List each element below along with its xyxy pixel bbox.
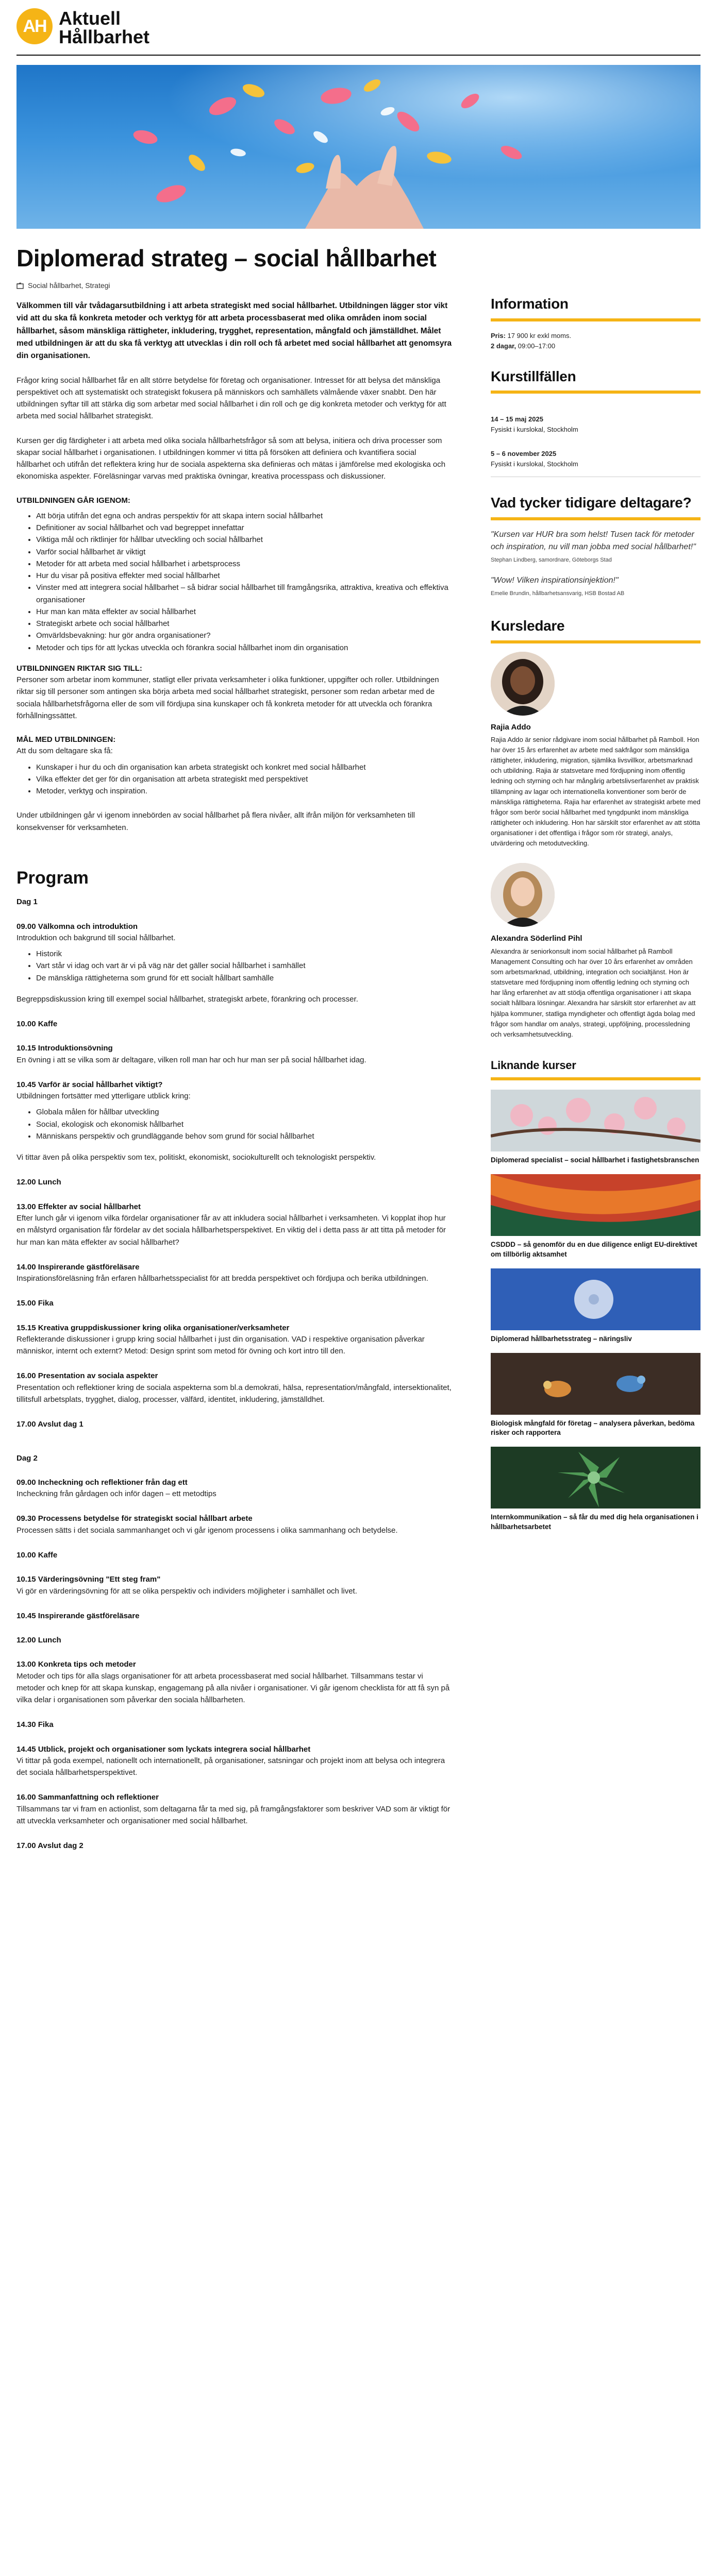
program-item-title: 16.00 Sammanfattning och reflektioner [16,1793,159,1802]
target-text: Personer som arbetar inom kommuner, statligt eller privata verksamheter i olika funktioner, uppgifter och roller. Utbildningen riktar sig till personer som antingen ska börja arbeta med social hållbarhet strategiskt, personer som redan arbetar med de sociala hållbarhetsfrågorna eller de som vill fördjupa sina kunskaper och få konkreta metoder för att utveckla och förankra förhållningssättet. [16,675,439,720]
program-item [16,1719,452,1730]
birds-image-icon [491,1353,701,1415]
list-item: • Historik [36,948,452,960]
program-item-text: En övning i att se vilka som är deltagare, vilken roll man har och hur man ser på social hållbarhet idag. [16,1055,366,1064]
program-item [16,1513,452,1536]
day1-program [16,921,452,1430]
similar-3-title[interactable]: Diplomerad hållbarhetsstrateg – näringsliv [491,1334,632,1343]
occasion-1-place: Fysiskt i kurslokal, Stockholm [491,426,578,434]
program-item [16,1550,452,1561]
list-item: • Vilka effekter det ger för din organisation att arbeta strategiskt med perspektivet [36,773,452,785]
list-item: • Metoder och tips för att lyckas utveckla och förankra social hållbarhet inom din organisation [36,642,452,654]
program-item-text: Reflekterande diskussioner i grupp kring social hållbarhet i just din organisation. VAD i respektive organisation påverkar människor, internt och externt? Metod: Design sprint som metod för övning och kort intro till den. [16,1334,425,1356]
program-item-after: Vi tittar även på olika perspektiv som tex, politiskt, ekonomiskt, sociokulturellt och teknologiskt perspektiv. [16,1153,376,1162]
similar-course-5[interactable] [491,1447,701,1531]
intro-lead: Välkommen till vår tvådagarsutbildning i att arbeta strategiskt med social hållbarhet. Utbildningen lägger stor vikt vid att du ska få konkreta metoder och verktyg för att arbeta processbaserat med olika områden inom social hållbarhet, såsom mänskliga rättigheter, inkludering, trygghet, representation, mångfald och jämställdhet. Målet med utbildningen är att du ska få verktyg att utvecklas i din roll och få arbetet med social hållbarhet att genomsyra din organisationen. [16,301,452,360]
sidebar [491,294,701,1531]
program-item-text: Utbildningen fortsätter med ytterligare utblick kring: [16,1092,191,1101]
similar-1-image[interactable] [491,1090,701,1151]
program-item-title: 09.30 Processens betydelse för strategiskt social hållbart arbete [16,1514,253,1523]
program-item-text: Presentation och reflektioner kring de sociala aspekterna som bl.a demokrati, hälsa, representation/mångfald, intersektionalitet, tillitsfull arbetsplats, trygghet, dialog, processer, välfärd, identitet, inkludering, jämställdhet. [16,1383,452,1404]
leader-2-name: Alexandra Söderlind Pihl [491,934,582,943]
leader-card-2 [491,863,701,1040]
similar-5-title[interactable]: Internkommunikation – så får du med dig hela organisationen i hållbarhetsarbetet [491,1513,698,1531]
fabric-image-icon [491,1174,701,1236]
intro-closing: Under utbildningen går vi igenom innebörden av social hållbarhet på flera nivåer, allt ifrån miljön för verksamheten till konsekvenser för verksamheten. [16,811,415,832]
main-column [16,300,452,1851]
quote-2 [491,574,701,598]
goals-list [16,761,452,798]
program-item-text: Vi gör en värderingsövning för att se olika perspektiv och individers möjligheter i samhället och livet. [16,1586,357,1596]
list-item: • Definitioner av social hållbarhet och vad begreppet innefattar [36,522,452,534]
similar-2-title[interactable]: CSDDD – så genomför du en due diligence enligt EU-direktivet om tillbörlig aktsamhet [491,1241,697,1258]
info-title: Information [491,296,569,312]
leader-2-portrait-icon [491,863,555,927]
info-divider [491,318,701,321]
program-item [16,1574,452,1597]
program-item-text: Incheckning från gårdagen och inför dagen – ett metodtips [16,1489,216,1499]
days-label: 2 dagar, [491,342,516,350]
category-row [16,281,701,291]
program-item-title: 10.00 Kaffe [16,1550,58,1560]
program-item-title: 10.45 Inspirerande gästföreläsare [16,1611,140,1620]
similar-course-3[interactable] [491,1268,701,1344]
program-item-list [16,948,452,984]
program-item-title: 10.15 Introduktionsövning [16,1044,113,1053]
program-item [16,1840,452,1851]
occasion-1[interactable] [491,414,701,435]
intro-paragraph-1: Frågor kring social hållbarhet får en allt större betydelse för företag och organisationer. Intresset för att belysa det mänskliga perspektivet och att systematiskt och strategiskt fokusera på människors och samhällets välmående växer snabbt. Den här utbildningen syftar till att stärka dig som arbetar med social hållbarhet i din roll och ge dig konkreta metoder och verktyg för att arbeta med social hållbarhet strategiskt. [16,376,446,421]
program-item-title: 09.00 Incheckning och reflektioner från dag ett [16,1478,188,1487]
list-item: • Hur du visar på positiva effekter med social hållbarhet [36,570,452,582]
program-item-title: 13.00 Konkreta tips och metoder [16,1660,136,1669]
intro-paragraph-2: Kursen ger dig färdigheter i att arbeta med olika sociala hållbarhetsfrågor så som att belysa, initiera och driva processer som skapar social hållbarhet i organisationen. I utbildningen kommer vi titta på försöken att definiera och kvantifiera social hållbarhet och utifrån det reflektera kring hur de sociala aspekterna ska definieras och mätas i jämförelse med ekologiska och ekonomiska aspekter. Föreläsningar varvas med praktiska övningar, kreativa processpass och diskussioner. [16,436,446,481]
program-item [16,1079,452,1164]
occasions-divider [491,391,701,394]
program-item-title: 12.00 Lunch [16,1636,61,1645]
similar-course-2[interactable] [491,1174,701,1259]
program-item [16,1611,452,1621]
category-links[interactable]: Social hållbarhet, Strategi [28,281,110,290]
day2-label: Dag 2 [16,1453,38,1463]
quote-1-text: "Kursen var HUR bra som helst! Tusen tack för metoder och inspiration, nu vill man jobba med social hållbarhet!" [491,530,696,551]
blossom-image-icon [491,1090,701,1151]
program-item-title: 17.00 Avslut dag 1 [16,1420,84,1429]
participants-title: Vad tycker tidigare deltagare? [491,494,692,511]
program-item-text: Vi tittar på goda exempel, nationellt och internationellt, på organisationer, satsningar och projekt inom att belysa och integrera det sociala hållbarhetsperspektivet. [16,1756,445,1777]
list-item: • Viktiga mål och riktlinjer för hållbar utveckling och social hållbarhet [36,534,452,546]
list-item: • Strategiskt arbete och social hållbarhet [36,618,452,630]
program-item [16,1201,452,1248]
list-item: • Kunskaper i hur du och din organisation kan arbeta strategiskt och konkret med social hållbarhet [36,761,452,773]
similar-2-image[interactable] [491,1174,701,1236]
goals-lead: Att du som deltagare ska få: [16,747,113,756]
similar-4-image[interactable] [491,1353,701,1415]
participants-divider [491,517,701,520]
program-item-title: 16.00 Presentation av sociala aspekter [16,1371,158,1381]
price-label: Pris: [491,332,506,340]
logo-icon[interactable] [16,8,53,44]
occasions-title: Kurstillfällen [491,368,576,384]
day2-program [16,1477,452,1852]
logo-mark-text: AH [23,16,46,36]
program-item [16,1659,452,1706]
occasion-2-date: 5 – 6 november 2025 [491,449,557,457]
program-item [16,1043,452,1066]
program-item [16,1477,452,1500]
program-item [16,921,452,1006]
target-heading: UTBILDNINGEN RIKTAR SIG TILL: [16,664,142,673]
list-item: • Social, ekologisk och ekonomisk hållbarhet [36,1118,452,1130]
similar-divider [491,1077,701,1080]
program-item-title: 14.30 Fika [16,1720,54,1730]
similar-4-title[interactable]: Biologisk mångfald för företag – analysera påverkan, bedöma risker och rapportera [491,1419,695,1437]
program-item-title: 15.15 Kreativa gruppdiskussioner kring olika organisationer/verksamheter [16,1323,290,1332]
similar-1-title[interactable]: Diplomerad specialist – social hållbarhet i fastighetsbranschen [491,1156,699,1164]
leader-1-name: Rajia Addo [491,722,531,732]
avatar [491,652,555,716]
program-item [16,1177,452,1188]
site-header [16,0,701,56]
program-item-list [16,1106,452,1142]
similar-title: Liknande kurser [491,1058,576,1072]
folder-icon [16,282,24,290]
program-item-text: Inspirationsföreläsning från erfaren hållbarhetsspecialist för att bredda perspektivet och fördjupa och berika utbildningen. [16,1274,428,1283]
list-item: • De mänskliga rättigheterna som grund för ett socialt hållbart samhälle [36,972,452,984]
leader-1-portrait-icon [491,652,555,716]
leaders-divider [491,640,701,643]
list-item: • Att börja utifrån det egna och andras perspektiv för att skapa intern social hållbarhet [36,510,452,522]
quote-1-author: Stephan Lindberg, samordnare, Göteborgs Stad [491,556,612,563]
list-item: • Vart står vi idag och vart är vi på väg när det gäller social hållbarhet i samhället [36,960,452,972]
program-item [16,1744,452,1779]
list-item: • Omvärldsbevakning: hur gör andra organisationer? [36,630,452,641]
similar-5-image[interactable] [491,1447,701,1509]
program-title: Program [16,868,89,888]
list-item: • Människans perspektiv och grundläggande behov som grund för social hållbarhet [36,1130,452,1142]
page-title: Diplomerad strateg – social hållbarhet [16,245,437,272]
list-item: • Metoder, verktyg och inspiration. [36,785,452,797]
hero-petals-illustration [16,65,701,229]
list-item: • Metoder för att arbeta med social hållbarhet i arbetsprocess [36,558,452,570]
program-item-title: 10.15 Värderingsövning "Ett steg fram" [16,1575,161,1584]
program-item-text: Tillsammans tar vi fram en actionlist, som deltagarna får ta med sig, på framgångsfaktorer som beskriver VAD som är viktigt för att utveckla verksamheter och organisationer med social hållbarhet. [16,1804,451,1826]
similar-course-1[interactable] [491,1090,701,1165]
logo-line-1: Aktuell [59,8,121,29]
quote-1 [491,529,701,565]
list-item: • Hur man kan mäta effekter av social hållbarhet [36,606,452,618]
program-item [16,1323,452,1358]
quote-2-author: Emelie Brundin, hållbarhetsansvarig, HSB Bostad AB [491,590,625,597]
leaders-title: Kursledare [491,617,565,634]
hero-image [16,65,701,229]
similar-3-image[interactable] [491,1268,701,1330]
occasion-2-place: Fysiskt i kurslokal, Stockholm [491,460,578,468]
program-item [16,1298,452,1309]
logo-text[interactable] [59,9,149,46]
price-row [491,331,701,341]
price-value: 17 900 kr exkl moms. [507,332,572,340]
leader-1-bio: Rajia Addo är senior rådgivare inom social hållbarhet på Ramboll. Hon har över 15 års erfarenhet av arbete med sakfrågor som mänskliga rättigheter, inkludering, migration, sjämlika livsvillkor, arbetsmarknad och utbildning. Rajia är statsvetare med fördjupning inom offentlig ledning och styrning och har mångårig arbetslivserfarenhet av praktisk tillämpning av lagar och internationella konventioner som berör de mänskliga rättigheterna. Rajia har erfarenhet av strategiskt arbete med frågor som berör social hållbarhet med tyngdpunkt inom mänskliga rättigheter och inkludering. Hon har särskilt stor erfarenhet av att stötta organisationer i det offentliga i frågor som rör strategi, analys, utvärdering och metodutveckling. [491,735,701,848]
program-item [16,1635,452,1646]
similar-course-4[interactable] [491,1353,701,1437]
days-row [491,341,701,351]
program-item-title: 17.00 Avslut dag 2 [16,1841,84,1851]
avatar [491,863,555,927]
program-item [16,1370,452,1405]
goals-heading: MÅL MED UTBILDNINGEN: [16,735,116,744]
program-item-title: 10.45 Varför är social hållbarhet viktigt? [16,1080,163,1089]
program-item [16,1792,452,1827]
program-item-text: Efter lunch går vi igenom vilka fördelar organisationer får av att inkludera social hållbarhet i verksamheten. Vi kopplat ihop hur en målstyrd organisation får fördelar av det sociala hållbarhetsperspektivet. En viktig del i detta pass är att titta på metoder för hur man kan mäta effekter av social hållbarhet? [16,1214,446,1247]
quote-2-text: "Wow! Vilken inspirationsinjektion!" [491,576,619,585]
program-item [16,1262,452,1285]
program-item-title: 12.00 Lunch [16,1178,61,1187]
learn-heading: UTBILDNINGEN GÅR IGENOM: [16,496,130,505]
days-value: 09:00–17:00 [518,342,556,350]
program-item-after: Begreppsdiskussion kring till exempel social hållbarhet, strategiskt arbete, förankring och processer. [16,994,358,1004]
program-item-title: 14.45 Utblick, projekt och organisationer som lyckats integrera social hållbarhet [16,1744,311,1754]
occasion-2[interactable] [491,449,701,469]
list-item: • Varför social hållbarhet är viktigt [36,546,452,558]
leader-2-bio: Alexandra är seniorkonsult inom social hållbarhet på Ramboll Management Consulting och har över 10 års erfarenhet av områden som arbetsmarknad, utbildning, integration och socialtjänst. Hon är statsvetare med fördjupning inom offentlig ledning och styrning och har lång erfarenhet av att stödja offentliga organisationer i att skapa socialt hållbara lösningar. Alexandra har särskilt stor erfarenhet av att hjälpa kommuner, statliga myndigheter och offentligt ägda bolag med frågor som handlar om analys, strategi, uppföljning, processledning och verksamhetsutveckling. [491,947,696,1038]
program-item-title: 10.00 Kaffe [16,1020,58,1029]
learn-list [16,510,452,654]
logo-line-2: Hållbarhet [59,26,150,47]
dandelion-image-icon [491,1268,701,1330]
program-item-text: Introduktion och bakgrund till social hållbarhet. [16,933,176,942]
program-item [16,1419,452,1430]
list-item: • Globala målen för hållbar utveckling [36,1106,452,1118]
succulent-image-icon [491,1447,701,1509]
program-item-text: Metoder och tips för alla slags organisationer för att arbeta processbaserat med social hållbarhet. Tillsammans testar vi metoder och knep för att skapa kunskap, engagemang på alla nivåer i organisationer. Vi går igenom checklista för att få syn på vilka delar i organisationen som påverkar den sociala hållbarheten. [16,1671,450,1705]
program-item-title: 14.00 Inspirerande gästföreläsare [16,1262,140,1272]
program-item-title: 13.00 Effekter av social hållbarhet [16,1202,141,1211]
occasion-1-date: 14 – 15 maj 2025 [491,415,543,423]
program-item-title: 15.00 Fika [16,1299,54,1308]
program-item-text: Processen sätts i det sociala sammanhanget och vi går igenom processens i olika sammanhang och betydelse. [16,1526,398,1535]
day1-label: Dag 1 [16,897,38,907]
program-item-title: 09.00 Välkomna och introduktion [16,922,138,931]
program-item [16,1019,452,1029]
leader-card-1 [491,652,701,849]
list-item: • Vinster med att integrera social hållbarhet – så bidrar social hållbarhet till framgångsrika, attraktiva, kreativa och effektiva organisationer [36,582,452,606]
